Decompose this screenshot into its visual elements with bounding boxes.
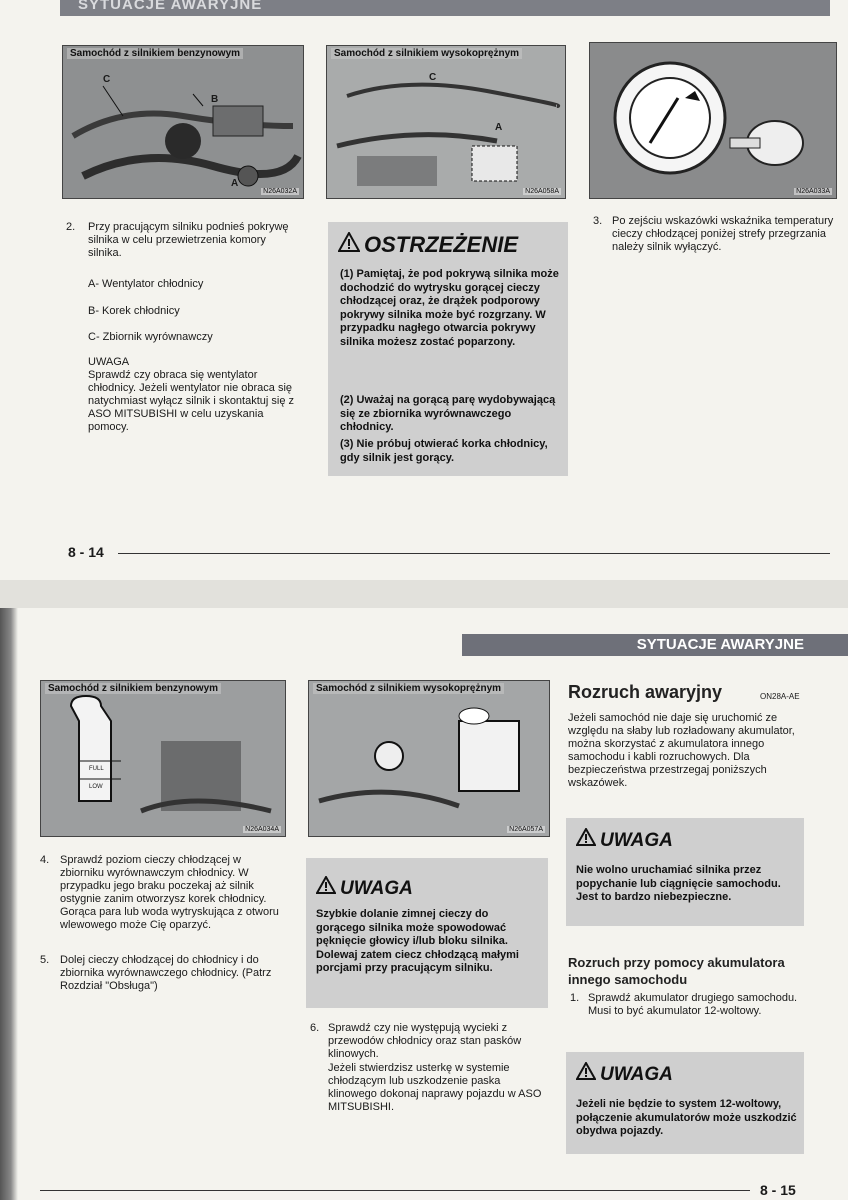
image-caption: Samochód z silnikiem benzynowym bbox=[67, 48, 243, 59]
warning-triangle-icon bbox=[338, 232, 360, 258]
callout-label: A bbox=[495, 122, 503, 133]
note-title: UWAGA bbox=[88, 356, 130, 368]
coolant-reservoir-diesel-image bbox=[308, 680, 550, 837]
reservoir-drawing bbox=[309, 681, 549, 836]
step-text: Po zejściu wskazówki wskaźnika temperatury cieczy chłodzącej poniżej strefy przegrzania należy silnik wyłączyć. bbox=[612, 215, 834, 253]
page-header-band bbox=[60, 0, 830, 16]
warning-point: (3) Nie próbuj otwierać korka chłodnicy, gdy silnik jest gorący. bbox=[340, 438, 548, 464]
engine-bay-diesel-image bbox=[326, 45, 566, 199]
section-code: ON28A-AE bbox=[760, 692, 800, 701]
reservoir-drawing bbox=[41, 681, 285, 836]
step-text: Sprawdź czy nie występują wycieki z przewodów chłodnicy oraz stan pasków klinowych. bbox=[328, 1022, 522, 1060]
temperature-gauge-image bbox=[589, 42, 837, 199]
section-text: Jeżeli samochód nie daje się uruchomić ze względu na słaby lub rozładowany akumulator, można skorzystać z akumulatora innego samochodu i kabli rozruchowych. Dla bezpieczeństwa przestrzegaj poniższych wskazówek. bbox=[568, 712, 795, 789]
footer-rule bbox=[118, 553, 830, 554]
callout-label: B bbox=[211, 94, 219, 105]
step-text: Sprawdź akumulator drugiego samochodu. Musi to być akumulator 12-woltowy. bbox=[588, 992, 798, 1017]
engine-bay-petrol-image bbox=[62, 45, 304, 199]
coolant-reservoir-petrol-image bbox=[40, 680, 286, 837]
image-code: N26A058A bbox=[525, 188, 559, 195]
warning-triangle-icon bbox=[576, 1062, 596, 1086]
warning-point: (2) Uważaj na gorącą parę wydobywającą się ze zbiornika wyrównawczego chłodnicy. bbox=[340, 394, 556, 433]
full-mark-label: FULL bbox=[89, 766, 104, 772]
low-mark-label: LOW bbox=[89, 784, 103, 790]
image-caption: Samochód z silnikiem wysokoprężnym bbox=[331, 48, 522, 59]
warning-point: (1) Pamiętaj, że pod pokrywą silnika może dochodzić do wytrysku gorącej cieczy chłodzącej oraz, że drążek podporowy pokrywy silnika może być rozgrzany. W przypadku nagłego otwarcia pokrywy silnika możesz zostać poparzony. bbox=[340, 268, 559, 348]
warning-title: UWAGA bbox=[600, 1064, 673, 1085]
step-text: Przy pracującym silniku podnieś pokrywę silnika w celu przewietrzenia komory silnika. bbox=[88, 221, 289, 259]
warning-heading bbox=[338, 232, 518, 258]
warning-box bbox=[566, 1052, 804, 1154]
image-code: N26A033A bbox=[796, 188, 830, 195]
page-number: 8 - 14 bbox=[68, 544, 104, 560]
step-text: Jeżeli stwierdzisz usterkę w systemie chłodzącym lub uszkodzenie paska klinowego dokonaj naprawy pojazdu w ASO MITSUBISHI. bbox=[328, 1062, 542, 1113]
legend-item: C- Zbiornik wyrównawczy bbox=[88, 331, 213, 343]
step-number: 6. bbox=[310, 1022, 320, 1034]
step-number: 1. bbox=[570, 992, 580, 1004]
warning-text: Jeżeli nie będzie to system 12-woltowy, połączenie akumulatorów może uszkodzić obydwa pojazdy. bbox=[576, 1098, 797, 1137]
warning-heading bbox=[576, 828, 673, 852]
image-code: N26A032A bbox=[263, 188, 297, 195]
legend-item: B- Korek chłodnicy bbox=[88, 305, 180, 317]
callout-label: A bbox=[231, 178, 239, 189]
banner-text: SYTUACJE AWARYJNE bbox=[636, 636, 804, 653]
temperature-gauge-drawing bbox=[590, 43, 836, 198]
legend-item: A- Wentylator chłodnicy bbox=[88, 278, 204, 290]
warning-title: OSTRZEŻENIE bbox=[364, 232, 519, 257]
warning-heading bbox=[576, 1062, 673, 1086]
manual-page-8-14 bbox=[0, 0, 848, 580]
warning-heading bbox=[316, 876, 413, 900]
callout-label: C bbox=[429, 72, 437, 83]
image-caption: Samochód z silnikiem wysokoprężnym bbox=[313, 683, 504, 694]
warning-triangle-icon bbox=[576, 828, 596, 852]
footer-rule bbox=[40, 1190, 750, 1191]
step-number: 2. bbox=[66, 221, 76, 233]
warning-box bbox=[328, 222, 568, 476]
note-text: Sprawdź czy obraca się wentylator chłodnicy. Jeżeli wentylator nie obraca się natychmiast wyłącz silnik i skontaktuj się z ASO MITSUBISHI w celu uzyskania pomocy. bbox=[88, 369, 295, 433]
image-code: N26A057A bbox=[509, 826, 543, 833]
section-title: Rozruch awaryjny bbox=[568, 682, 723, 702]
page-number: 8 - 15 bbox=[760, 1182, 796, 1198]
warning-title: UWAGA bbox=[600, 830, 673, 851]
warning-text: Nie wolno uruchamiać silnika przez popychanie lub ciągnięcie samochodu. Jest to bardzo niebezpieczne. bbox=[576, 864, 781, 903]
subsection-title: Rozruch przy pomocy akumulatora innego samochodu bbox=[568, 955, 785, 987]
engine-drawing bbox=[327, 46, 565, 198]
image-caption: Samochód z silnikiem benzynowym bbox=[45, 683, 221, 694]
step-text: Sprawdź poziom cieczy chłodzącej w zbiorniku wyrównawczym chłodnicy. W przypadku jego braku poczekaj aż silnik ostygnie zanim otworzysz korek chłodnicy. Gorąca para lub woda wytryskująca z otworu wlewowego może Cię oparzyć. bbox=[60, 854, 279, 931]
warning-box bbox=[306, 858, 548, 1008]
section-banner bbox=[462, 634, 848, 656]
warning-title: UWAGA bbox=[340, 878, 413, 899]
page-header-text: SYTUACJE AWARYJNE bbox=[78, 0, 263, 13]
step-number: 5. bbox=[40, 954, 50, 966]
binding-shadow bbox=[0, 608, 18, 1200]
warning-triangle-icon bbox=[316, 876, 336, 900]
engine-drawing bbox=[63, 46, 303, 198]
image-code: N26A034A bbox=[245, 826, 279, 833]
callout-label: C bbox=[103, 74, 111, 85]
step-number: 3. bbox=[593, 215, 603, 227]
manual-page-8-15 bbox=[0, 608, 848, 1200]
page-gap bbox=[0, 580, 848, 608]
step-number: 4. bbox=[40, 854, 50, 866]
warning-text: Szybkie dolanie zimnej cieczy do gorącego silnika może spowodować pęknięcie głowicy i/lub bloku silnika. Dolewaj zatem ciecz chłodzącą małymi porcjami przy pracującym silniku. bbox=[316, 908, 519, 974]
step-text: Dolej cieczy chłodzącej do chłodnicy i do zbiornika wyrównawczego chłodnicy. (Patrz Rozdział "Obsługa") bbox=[60, 954, 272, 992]
warning-box bbox=[566, 818, 804, 926]
